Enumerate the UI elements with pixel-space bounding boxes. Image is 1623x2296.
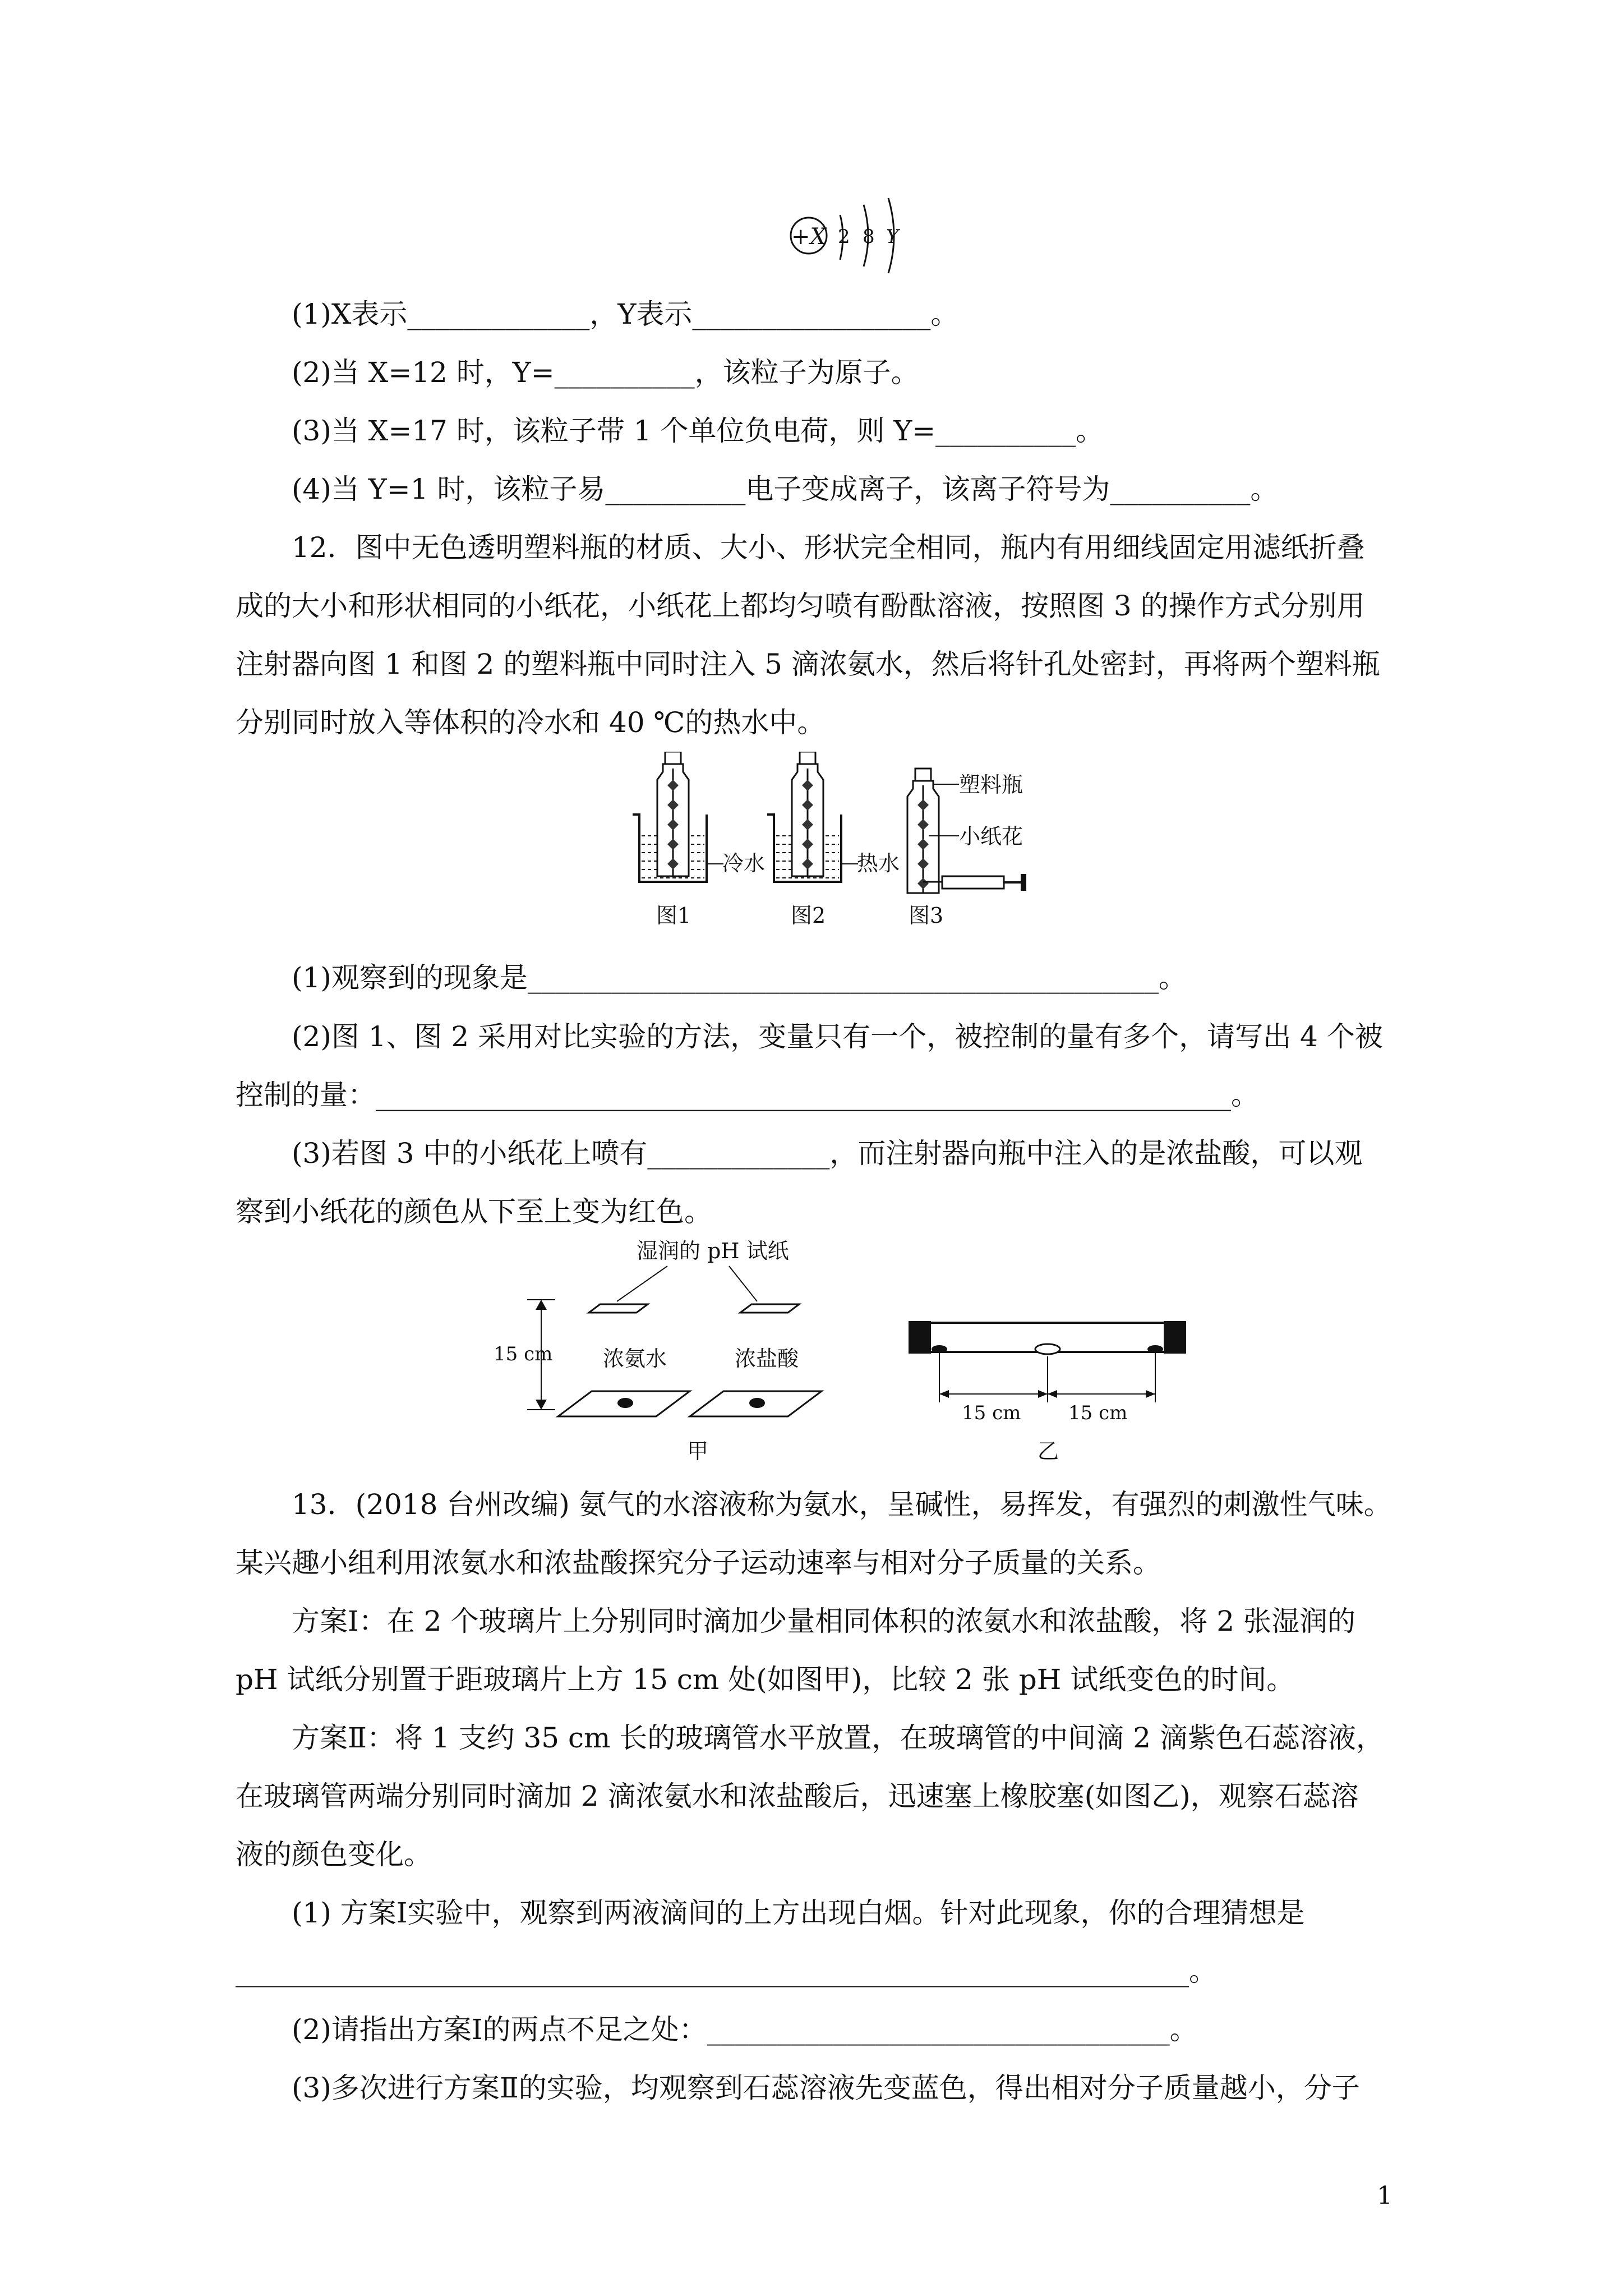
- atom-structure-diagram: [785, 194, 920, 278]
- right-distance-label: 15 cm: [1068, 1402, 1128, 1424]
- q12-part-2-line-1: (2)图 1、图 2 采用对比实验的方法，变量只有一个，被控制的量有多个，请写出 4 个被: [292, 1020, 1383, 1053]
- left-distance-label: 15 cm: [962, 1402, 1021, 1424]
- q11-part-2: (2)当 X=12 时，Y=__________，该粒子为原子。: [292, 356, 919, 389]
- shell-1-count: 2: [838, 226, 850, 248]
- ph-paper-right: [740, 1304, 799, 1313]
- nucleus-label: +X: [791, 224, 826, 250]
- hcl-drop: [1147, 1345, 1163, 1353]
- hot-water-label: 热水: [857, 851, 900, 876]
- q13-plan2-line-1: 方案Ⅱ：将 1 支约 35 cm 长的玻璃管水平放置，在玻璃管的中间滴 2 滴紫色石蕊溶液，: [292, 1722, 1384, 1754]
- q13-plan1-line-2: pH 试纸分别置于距玻璃片上方 15 cm 处(如图甲)，比较 2 张 pH 试纸变色的时间。: [236, 1663, 1295, 1696]
- flower-label: 小纸花: [959, 824, 1023, 849]
- ammonia-label: 浓氨水: [603, 1346, 667, 1371]
- shell-2-count: 8: [863, 226, 875, 248]
- page-number: 1: [1377, 2182, 1393, 2210]
- q12-part-3-line-2: 察到小纸花的颜色从下至上变为红色。: [236, 1195, 712, 1228]
- q13-stem-line-1: 13．(2018 台州改编) 氨气的水溶液称为氨水，呈碱性，易挥发，有强烈的刺激性气味。: [292, 1488, 1392, 1521]
- q12-stem-line-4: 分别同时放入等体积的冷水和 40 ℃的热水中。: [236, 706, 826, 739]
- q13-part-1-line-2: ____________________________________________________________________。: [236, 1955, 1217, 1987]
- q13-plan2-line-2: 在玻璃管两端分别同时滴加 2 滴浓氨水和浓盐酸后，迅速塞上橡胶塞(如图乙)，观察石蕊溶: [236, 1780, 1359, 1812]
- figure-yi: [903, 1318, 1195, 1470]
- q12-stem-line-2: 成的大小和形状相同的小纸花，小纸花上都均匀喷有酚酞溶液，按照图 3 的操作方式分别用: [236, 590, 1365, 622]
- q12-stem-line-3: 注射器向图 1 和图 2 的塑料瓶中同时注入 5 滴浓氨水，然后将针孔处密封，再将两个塑料瓶: [236, 648, 1380, 680]
- distance-label: 15 cm: [494, 1343, 553, 1365]
- bottle-2: [792, 752, 823, 876]
- shell-3-count: Y: [886, 226, 899, 248]
- ph-paper-left: [589, 1304, 648, 1313]
- q12-part-3-line-1: (3)若图 3 中的小纸花上喷有_____________，而注射器向瓶中注入的是浓盐酸，可以观: [292, 1137, 1363, 1170]
- hcl-label: 浓盐酸: [735, 1346, 799, 1371]
- ammonia-drop: [932, 1345, 947, 1353]
- figure-jia: [494, 1231, 841, 1467]
- stopper-right: [1164, 1321, 1186, 1354]
- ph-paper-label: 湿润的 pH 试纸: [637, 1239, 789, 1263]
- bottle-3: [907, 769, 939, 893]
- q11-part-1: (1)X表示_____________，Y表示_________________。: [292, 298, 959, 330]
- q13-part-2: (2)请指出方案Ⅰ的两点不足之处：_________________________________。: [292, 2013, 1198, 2046]
- q13-part-1-line-1: (1) 方案Ⅰ实验中，观察到两液滴间的上方出现白烟。针对此现象，你的合理猜想是: [292, 1897, 1305, 1929]
- stopper-left: [909, 1321, 931, 1354]
- fig-yi-caption: 乙: [1038, 1439, 1059, 1464]
- q12-part-1: (1)观察到的现象是_____________________________________________。: [292, 961, 1187, 994]
- q13-plan1-line-1: 方案Ⅰ：在 2 个玻璃片上分别同时滴加少量相同体积的浓氨水和浓盐酸，将 2 张湿润的: [292, 1605, 1355, 1637]
- bottle-label: 塑料瓶: [959, 772, 1023, 797]
- q13-stem-line-2: 某兴趣小组利用浓氨水和浓盐酸探究分子运动速率与相对分子质量的关系。: [236, 1547, 1161, 1579]
- cold-water-label: 冷水: [722, 851, 766, 876]
- bottle-1: [657, 752, 689, 876]
- fig-jia-caption: 甲: [687, 1439, 709, 1464]
- q11-part-3: (3)当 X=17 时，该粒子带 1 个单位负电荷，则 Y=__________。: [292, 415, 1104, 447]
- q13-part-3: (3)多次进行方案Ⅱ的实验，均观察到石蕊溶液先变蓝色，得出相对分子质量越小，分子: [292, 2072, 1360, 2104]
- q12-part-2-line-2: 控制的量：_____________________________________________________________。: [236, 1079, 1259, 1111]
- fig1-caption: 图1: [656, 903, 691, 928]
- q11-part-4: (4)当 Y=1 时，该粒子易__________电子变成离子，该离子符号为__________。: [292, 473, 1279, 505]
- litmus-drop: [1035, 1344, 1060, 1354]
- fig2-caption: 图2: [791, 903, 826, 928]
- bottle-experiment-figure: [628, 752, 1077, 937]
- fig3-caption: 图3: [909, 903, 944, 928]
- q13-plan2-line-3: 液的颜色变化。: [236, 1838, 432, 1871]
- q12-stem-line-1: 12．图中无色透明塑料瓶的材质、大小、形状完全相同，瓶内有用细线固定用滤纸折叠: [292, 531, 1365, 564]
